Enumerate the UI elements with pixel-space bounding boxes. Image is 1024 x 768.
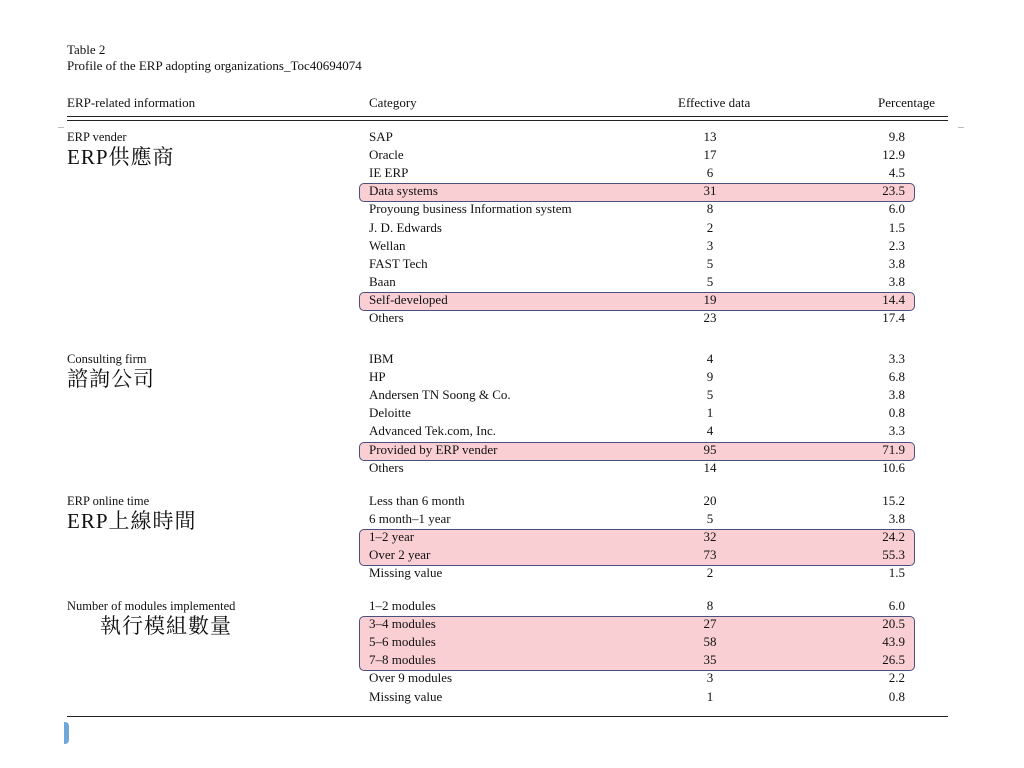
table-row: [0, 291, 1024, 309]
table-row: [0, 182, 1024, 200]
group-label-chinese: ERP上線時間: [67, 509, 197, 533]
table-row: [0, 146, 1024, 164]
table-row: [0, 546, 1024, 564]
group-label: ERP vender: [67, 130, 127, 144]
category-cell: Others: [369, 459, 404, 475]
effective-data-cell: 5: [706, 387, 714, 403]
effective-data-cell: 32: [703, 529, 717, 545]
effective-data-cell: 31: [703, 183, 717, 199]
table-row: [0, 651, 1024, 669]
table-row: [0, 350, 1024, 368]
effective-data-cell: 9: [706, 369, 714, 385]
category-cell: Deloitte: [369, 405, 411, 421]
group-label: Number of modules implemented: [67, 599, 236, 613]
effective-data-cell: 95: [703, 441, 717, 457]
percentage-cell: 6.0: [888, 201, 905, 217]
percentage-cell: 0.8: [888, 405, 905, 421]
effective-data-cell: 23: [703, 310, 717, 325]
effective-data-cell: 73: [703, 547, 717, 563]
percentage-cell: 2.3: [888, 237, 905, 253]
category-cell: Wellan: [369, 237, 406, 253]
category-cell: Others: [369, 310, 404, 325]
percentage-cell: 3.3: [888, 351, 905, 366]
table-row: [0, 404, 1024, 422]
group-label-chinese: ERP供應商: [67, 145, 175, 169]
category-cell: Data systems: [369, 183, 438, 199]
category-cell: Missing value: [369, 688, 443, 704]
category-cell: Baan: [369, 273, 396, 289]
table-row: [0, 273, 1024, 291]
percentage-cell: 6.0: [888, 598, 905, 613]
table-row: [0, 492, 1024, 510]
effective-data-cell: 5: [706, 255, 714, 271]
header-category: Category: [369, 95, 417, 110]
percentage-cell: 3.3: [888, 423, 905, 439]
effective-data-cell: 17: [703, 147, 717, 163]
group-label: ERP online time: [67, 494, 150, 508]
category-cell: 5–6 modules: [369, 634, 436, 650]
percentage-cell: 55.3: [882, 547, 905, 563]
table-row: [0, 528, 1024, 546]
category-cell: Less than 6 month: [369, 493, 465, 508]
category-cell: 1–2 year: [369, 529, 415, 545]
percentage-cell: 14.4: [882, 291, 905, 307]
percentage-cell: 4.5: [888, 165, 905, 181]
percentage-cell: 2.2: [888, 670, 905, 686]
effective-data-cell: 5: [706, 511, 714, 527]
effective-data-cell: 6: [706, 165, 714, 181]
header-effective-data: Effective data: [678, 95, 751, 110]
group-label-chinese: 諮詢公司: [67, 367, 155, 391]
percentage-cell: 1.5: [888, 219, 905, 235]
effective-data-cell: 35: [703, 652, 717, 668]
group-label: Consulting firm: [67, 352, 147, 366]
percentage-cell: 3.8: [888, 255, 905, 271]
category-cell: 1–2 modules: [369, 598, 436, 613]
table-number: Table 2: [67, 42, 106, 57]
percentage-cell: 23.5: [882, 183, 905, 199]
category-cell: Andersen TN Soong & Co.: [369, 387, 511, 403]
percentage-cell: 3.8: [888, 511, 905, 527]
effective-data-cell: 19: [703, 291, 717, 307]
table-row: [0, 615, 1024, 633]
effective-data-cell: 14: [703, 459, 717, 475]
table-caption: [67, 42, 362, 74]
category-cell: SAP: [369, 129, 393, 144]
table-row: [0, 688, 1024, 706]
percentage-cell: 3.8: [888, 387, 905, 403]
table-title: Profile of the ERP adopting organizations_Toc40694074: [67, 58, 362, 73]
category-cell: IE ERP: [369, 165, 409, 181]
percentage-cell: 24.2: [882, 529, 905, 545]
table-row: [0, 386, 1024, 404]
category-cell: IBM: [369, 351, 394, 366]
effective-data-cell: 20: [703, 493, 717, 508]
effective-data-cell: 5: [706, 273, 714, 289]
percentage-cell: 43.9: [882, 634, 905, 650]
effective-data-cell: 1: [706, 688, 714, 704]
effective-data-cell: 2: [706, 565, 714, 581]
category-cell: Over 9 modules: [369, 670, 453, 686]
header-percentage: Percentage: [878, 95, 936, 110]
table-row: [0, 164, 1024, 182]
table-row: [0, 219, 1024, 237]
category-cell: FAST Tech: [369, 255, 428, 271]
effective-data-cell: 4: [706, 351, 714, 366]
table-row: [0, 459, 1024, 477]
effective-data-cell: 13: [703, 129, 717, 144]
percentage-cell: 17.4: [882, 310, 905, 325]
effective-data-cell: 8: [706, 598, 714, 613]
percentage-cell: 12.9: [882, 147, 905, 163]
table-row: [0, 633, 1024, 651]
table-row: [0, 564, 1024, 582]
table-row: [0, 597, 1024, 615]
category-cell: 3–4 modules: [369, 616, 436, 632]
percentage-cell: 6.8: [888, 369, 905, 385]
category-cell: Advanced Tek.com, Inc.: [369, 423, 496, 439]
percentage-cell: 1.5: [888, 565, 905, 581]
group-label-chinese: 執行模組數量: [100, 614, 232, 638]
percentage-cell: 71.9: [882, 441, 905, 457]
category-cell: 7–8 modules: [369, 652, 436, 668]
header-erp-info: ERP-related information: [67, 95, 196, 110]
table-row: [0, 237, 1024, 255]
table-row: [0, 200, 1024, 218]
header-rule-top: [67, 116, 948, 117]
percentage-cell: 26.5: [882, 652, 905, 668]
header-rule-bottom: [67, 120, 948, 121]
table-row: [0, 309, 1024, 327]
category-cell: Over 2 year: [369, 547, 431, 563]
table-row: [0, 510, 1024, 528]
effective-data-cell: 3: [706, 237, 714, 253]
effective-data-cell: 8: [706, 201, 714, 217]
table-row: [0, 441, 1024, 459]
effective-data-cell: 2: [706, 219, 714, 235]
percentage-cell: 10.6: [882, 459, 905, 475]
category-cell: Proyoung business Information system: [369, 201, 572, 217]
table-bottom-rule: [67, 716, 948, 717]
percentage-cell: 0.8: [888, 688, 905, 704]
effective-data-cell: 4: [706, 423, 714, 439]
effective-data-cell: 1: [706, 405, 714, 421]
percentage-cell: 20.5: [882, 616, 905, 632]
percentage-cell: 9.8: [888, 129, 905, 144]
category-cell: Provided by ERP vender: [369, 441, 498, 457]
category-cell: J. D. Edwards: [369, 219, 442, 235]
category-cell: Self-developed: [369, 291, 448, 307]
table-row: [0, 128, 1024, 146]
percentage-cell: 15.2: [882, 493, 905, 508]
percentage-cell: 3.8: [888, 273, 905, 289]
slide-accent-tab: [64, 722, 69, 744]
table-row: [0, 669, 1024, 687]
category-cell: 6 month–1 year: [369, 511, 451, 527]
table-row: [0, 368, 1024, 386]
category-cell: Missing value: [369, 565, 443, 581]
table-row: [0, 422, 1024, 440]
effective-data-cell: 27: [703, 616, 717, 632]
effective-data-cell: 3: [706, 670, 714, 686]
effective-data-cell: 58: [703, 634, 717, 650]
table-row: [0, 255, 1024, 273]
category-cell: HP: [369, 369, 386, 385]
category-cell: Oracle: [369, 147, 404, 163]
